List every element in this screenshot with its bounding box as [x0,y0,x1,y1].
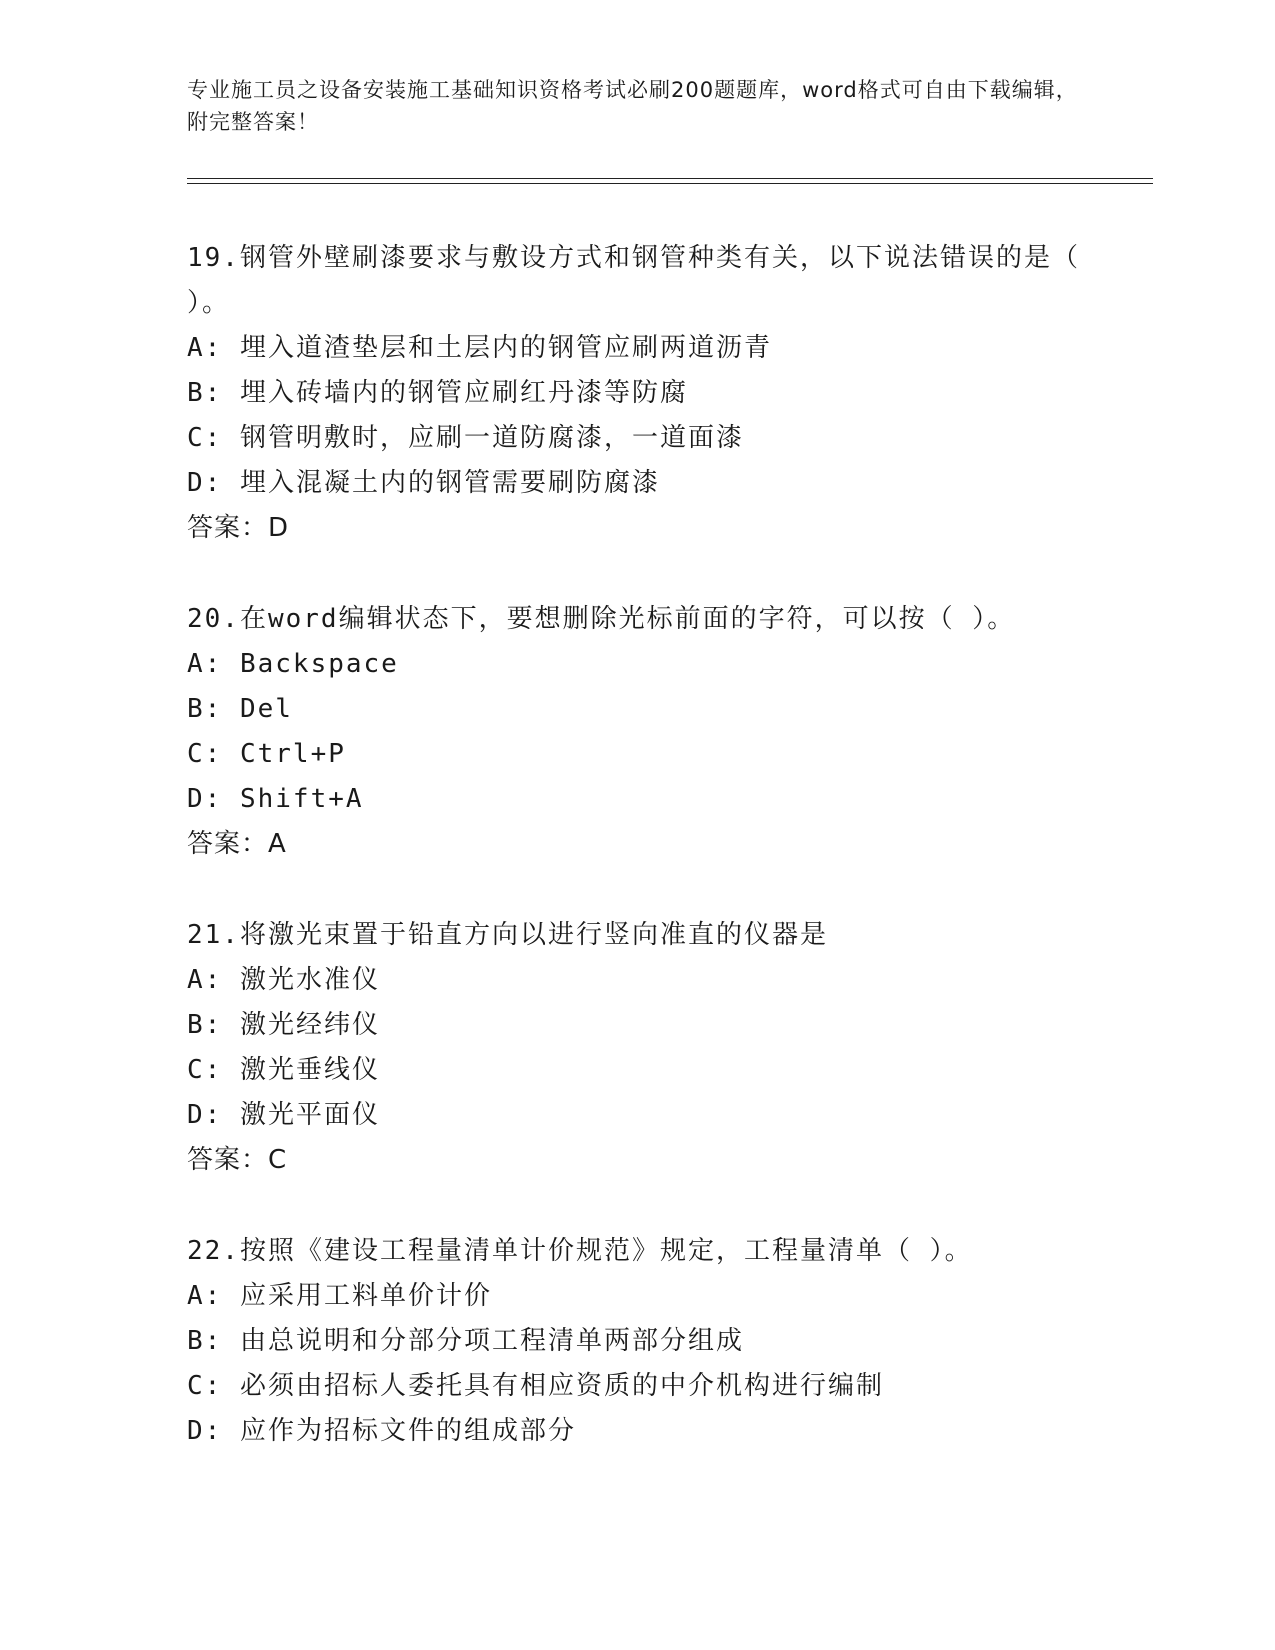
question-22 [187,1229,1087,1454]
option-c: C: 必须由招标人委托具有相应资质的中介机构进行编制 [187,1371,884,1401]
answer: 答案：D [187,513,290,543]
question-text: 19.钢管外壁刷漆要求与敷设方式和钢管种类有关，以下说法错误的是（ ）。 [187,243,1080,318]
option-a: A: 激光水准仪 [187,965,380,995]
question-text: 21.将激光束置于铅直方向以进行竖向准直的仪器是 [187,920,828,950]
option-c: C: 激光垂线仪 [187,1055,380,1085]
document-header: 专业施工员之设备安装施工基础知识资格考试必刷200题题库，word格式可自由下载编辑，附完整答案！ [187,78,1078,134]
option-b: B: 激光经纬仪 [187,1010,380,1040]
option-b: B: 埋入砖墙内的钢管应刷红丹漆等防腐 [187,378,688,408]
option-c: C: 钢管明敷时，应刷一道防腐漆，一道面漆 [187,423,744,453]
option-a: A: Backspace [187,649,399,679]
header-rule-bottom [187,183,1153,184]
option-d: D: 激光平面仪 [187,1100,380,1130]
question-text: 22.按照《建设工程量清单计价规范》规定，工程量清单（ ）。 [187,1236,973,1266]
header-rule-top [187,178,1153,179]
question-21 [187,913,1087,1183]
option-a: A: 埋入道渣垫层和土层内的钢管应刷两道沥青 [187,333,772,363]
question-20 [187,597,1087,867]
option-d: D: Shift+A [187,784,364,814]
question-19 [187,236,1087,551]
question-list [187,236,1087,1454]
option-a: A: 应采用工料单价计价 [187,1281,492,1311]
option-d: D: 埋入混凝土内的钢管需要刷防腐漆 [187,468,660,498]
question-text: 20.在word编辑状态下，要想删除光标前面的字符，可以按（ ）。 [187,604,1016,634]
option-c: C: Ctrl+P [187,739,346,769]
answer: 答案：A [187,829,287,859]
option-b: B: 由总说明和分部分项工程清单两部分组成 [187,1326,744,1356]
answer: 答案：C [187,1145,288,1175]
option-d: D: 应作为招标文件的组成部分 [187,1416,576,1446]
option-b: B: Del [187,694,293,724]
